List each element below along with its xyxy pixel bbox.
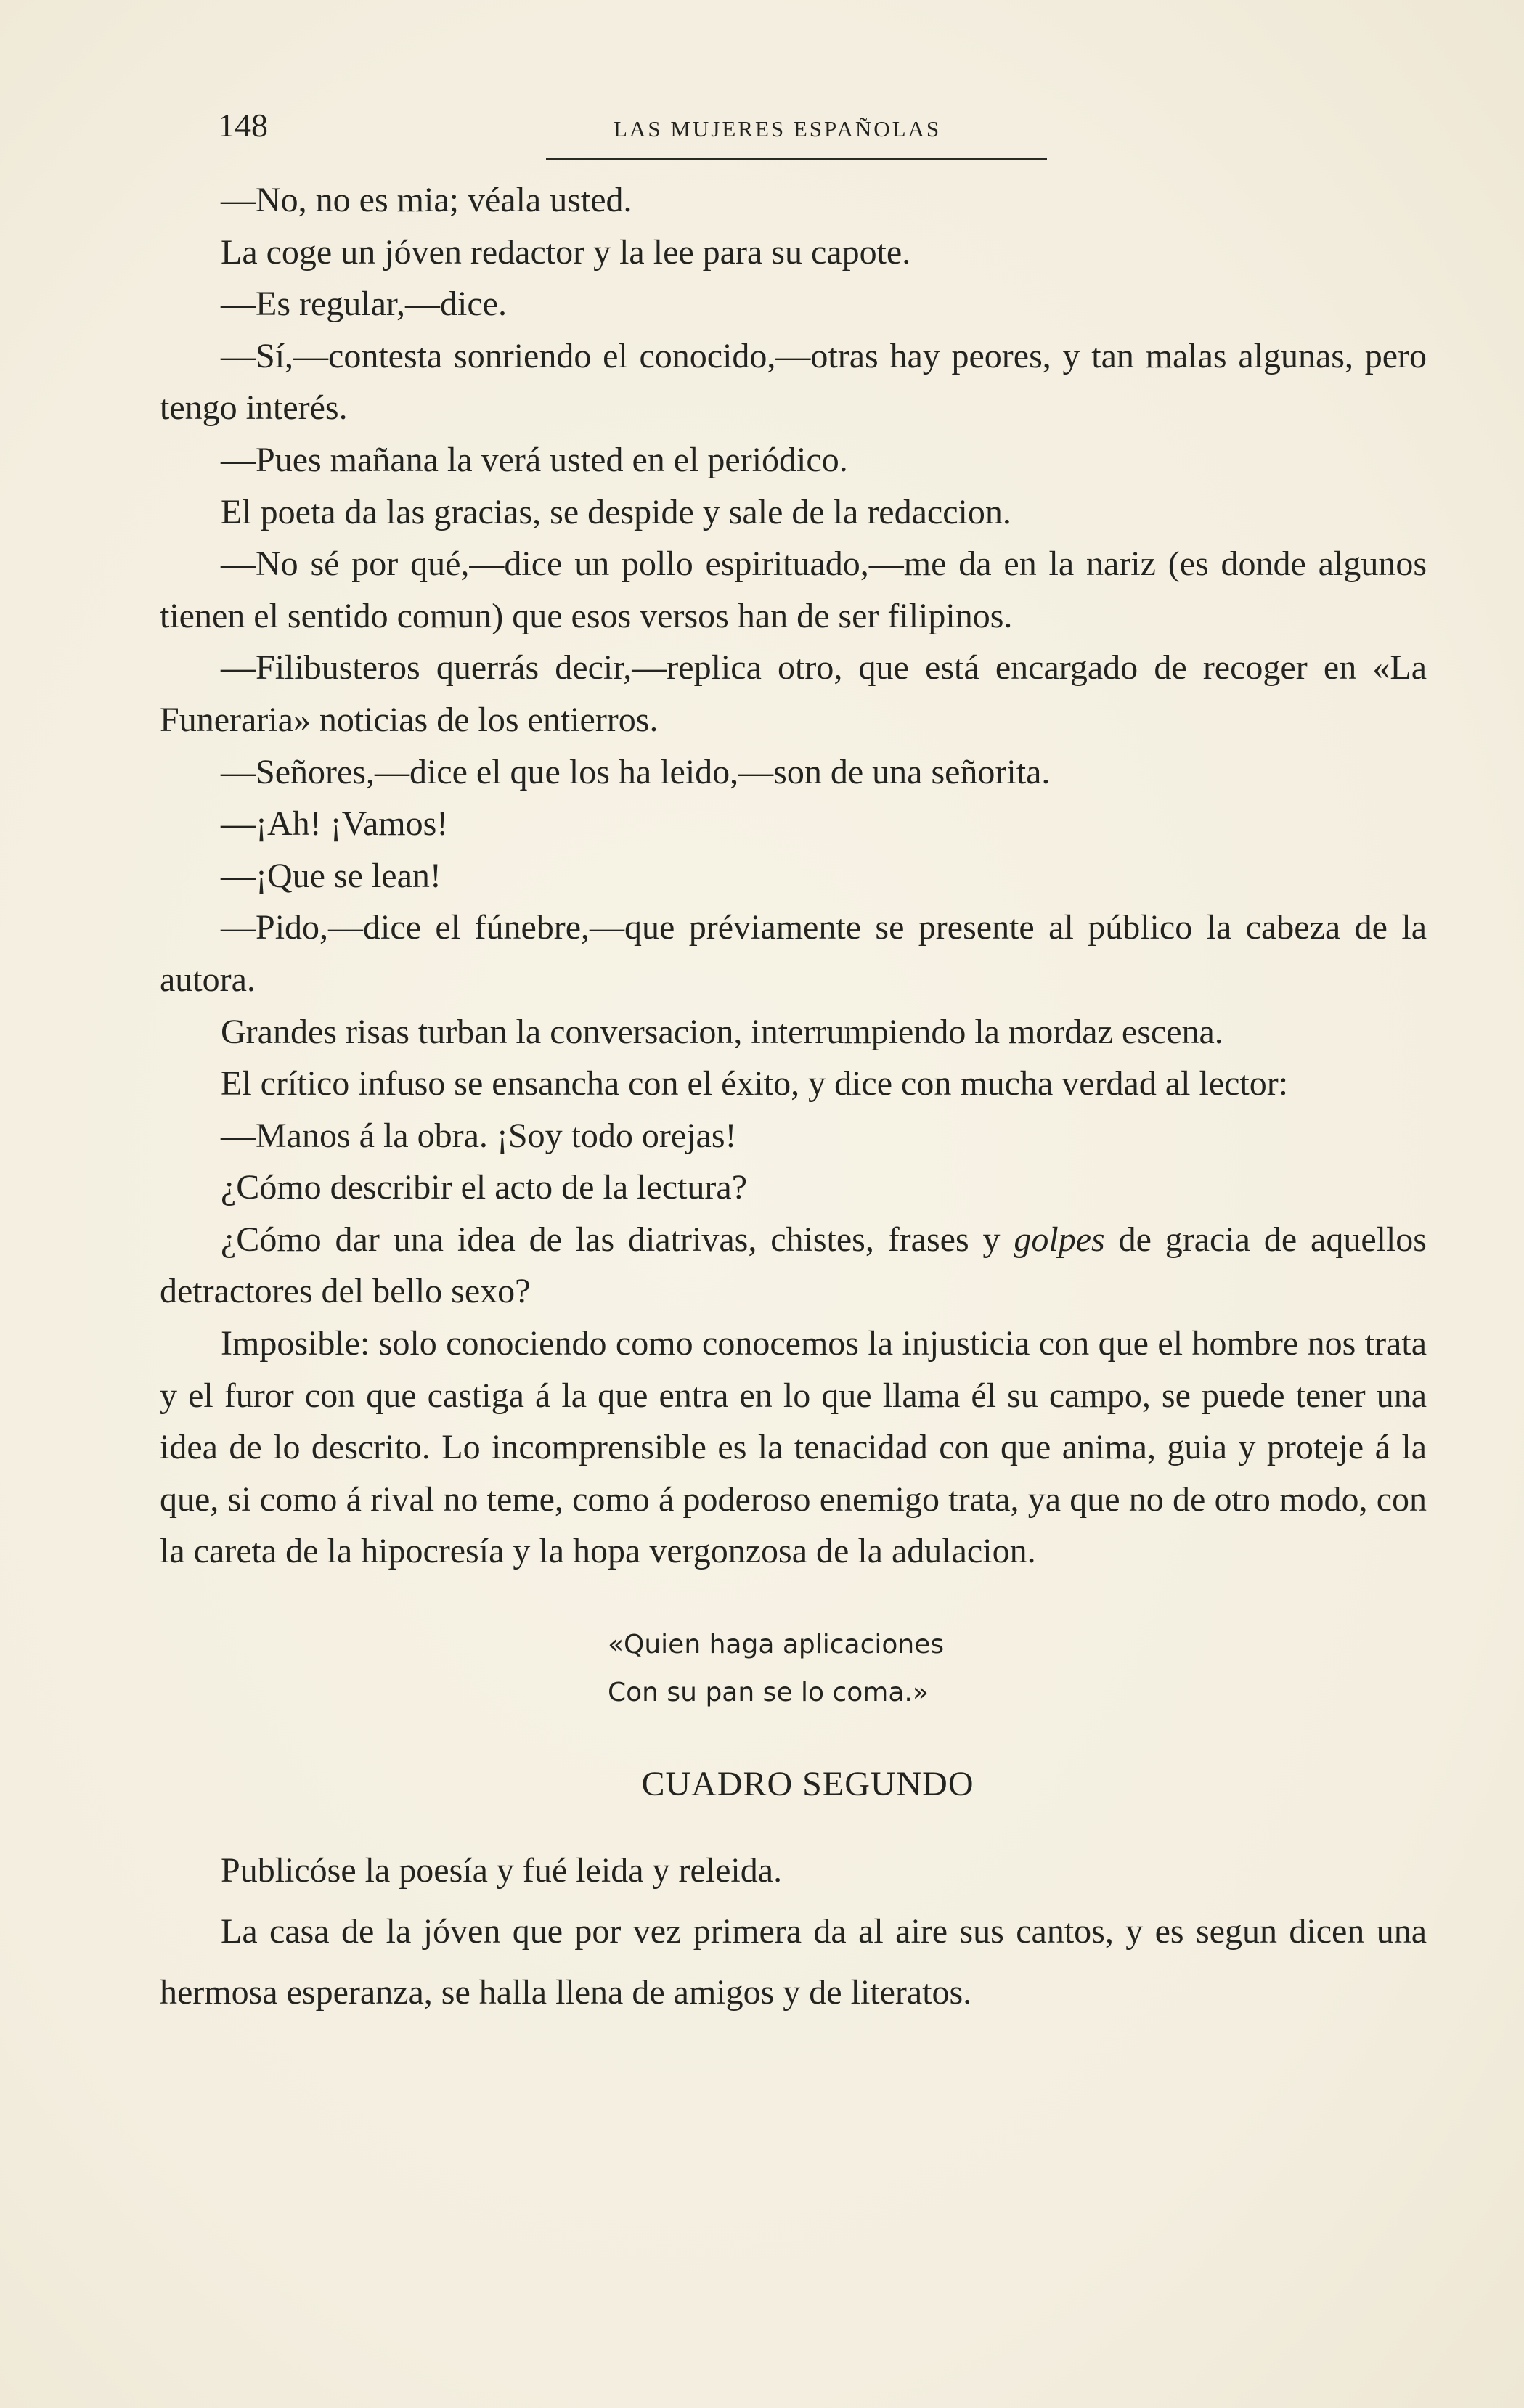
running-title: LAS MUJERES ESPAÑOLAS — [614, 116, 942, 142]
verse-quote — [160, 1621, 1427, 1717]
main-text — [160, 174, 1427, 2023]
paragraph: La coge un jóven redactor y la lee para su capote. — [221, 232, 911, 272]
paragraph: —Sí,—contesta sonriendo el conocido,—otras hay peores, y tan malas algunas, pero tengo interés. — [160, 336, 1427, 428]
paragraph: El crítico infuso se ensancha con el éxito, y dice con mucha verdad al lector: — [221, 1064, 1289, 1103]
paragraph: Publicóse la poesía y fué leida y releida. — [221, 1851, 783, 1890]
verse-line: Con su pan se lo coma.» — [608, 1678, 929, 1708]
paragraph — [160, 1214, 1427, 1318]
text-run: de gracia de aquellos detractores del bello sexo? — [160, 1220, 1427, 1311]
text-run: ¿Cómo dar una idea de las diatrivas, chistes, frases y — [221, 1220, 1014, 1259]
verse-line: «Quien haga aplicaciones — [608, 1630, 945, 1660]
page-number: 148 — [218, 107, 268, 144]
paragraph: El poeta da las gracias, se despide y sale de la redaccion. — [221, 492, 1011, 531]
header-rule — [546, 158, 1047, 160]
section-heading: CUADRO SEGUNDO — [641, 1765, 974, 1804]
paragraph: La casa de la jóven que por vez primera da al aire sus cantos, y es segun dicen una hermosa esperanza, se halla llena de amigos y de literatos. — [160, 1912, 1427, 2012]
paragraph: —Es regular,—dice. — [221, 285, 507, 324]
paragraph: —Señores,—dice el que los ha leido,—son de una señorita. — [221, 752, 1051, 791]
paragraph: —No, no es mia; véala usted. — [221, 181, 632, 219]
paragraph: Grandes risas turban la conversacion, interrumpiendo la mordaz escena. — [221, 1012, 1223, 1051]
paragraph: Imposible: solo conociendo como conocemos la injusticia con que el hombre nos trata y el furor con que castiga á la que entra en lo que llama él su campo, se puede tener una idea de lo descrito. Lo incomprensible es la tenacidad con que anima, guia y proteje á la que, si como á rival no teme, como á poderoso enemigo trata, ya que no de otro modo, con la careta de la hipocresía y la hopa vergonzosa de la adulacion. — [160, 1324, 1427, 1571]
paragraph: —¡Ah! ¡Vamos! — [221, 804, 449, 844]
paragraph: —¡Que se lean! — [221, 856, 441, 895]
paragraph: —No sé por qué,—dice un pollo espirituado,—me da en la nariz (es donde algunos tienen el sentido comun) que esos versos han de ser filipinos. — [160, 544, 1427, 635]
paragraph: —Filibusteros querrás decir,—replica otro, que está encargado de recoger en «La Funeraria» noticias de los entierros. — [160, 648, 1427, 739]
paragraph: —Pues mañana la verá usted en el periódico. — [221, 440, 848, 479]
paragraph: —Manos á la obra. ¡Soy todo orejas! — [221, 1116, 737, 1155]
paragraph: —Pido,—dice el fúnebre,—que préviamente se presente al público la cabeza de la autora. — [160, 908, 1427, 999]
italic-word: golpes — [1014, 1220, 1105, 1259]
paragraph: ¿Cómo describir el acto de la lectura? — [221, 1168, 747, 1207]
